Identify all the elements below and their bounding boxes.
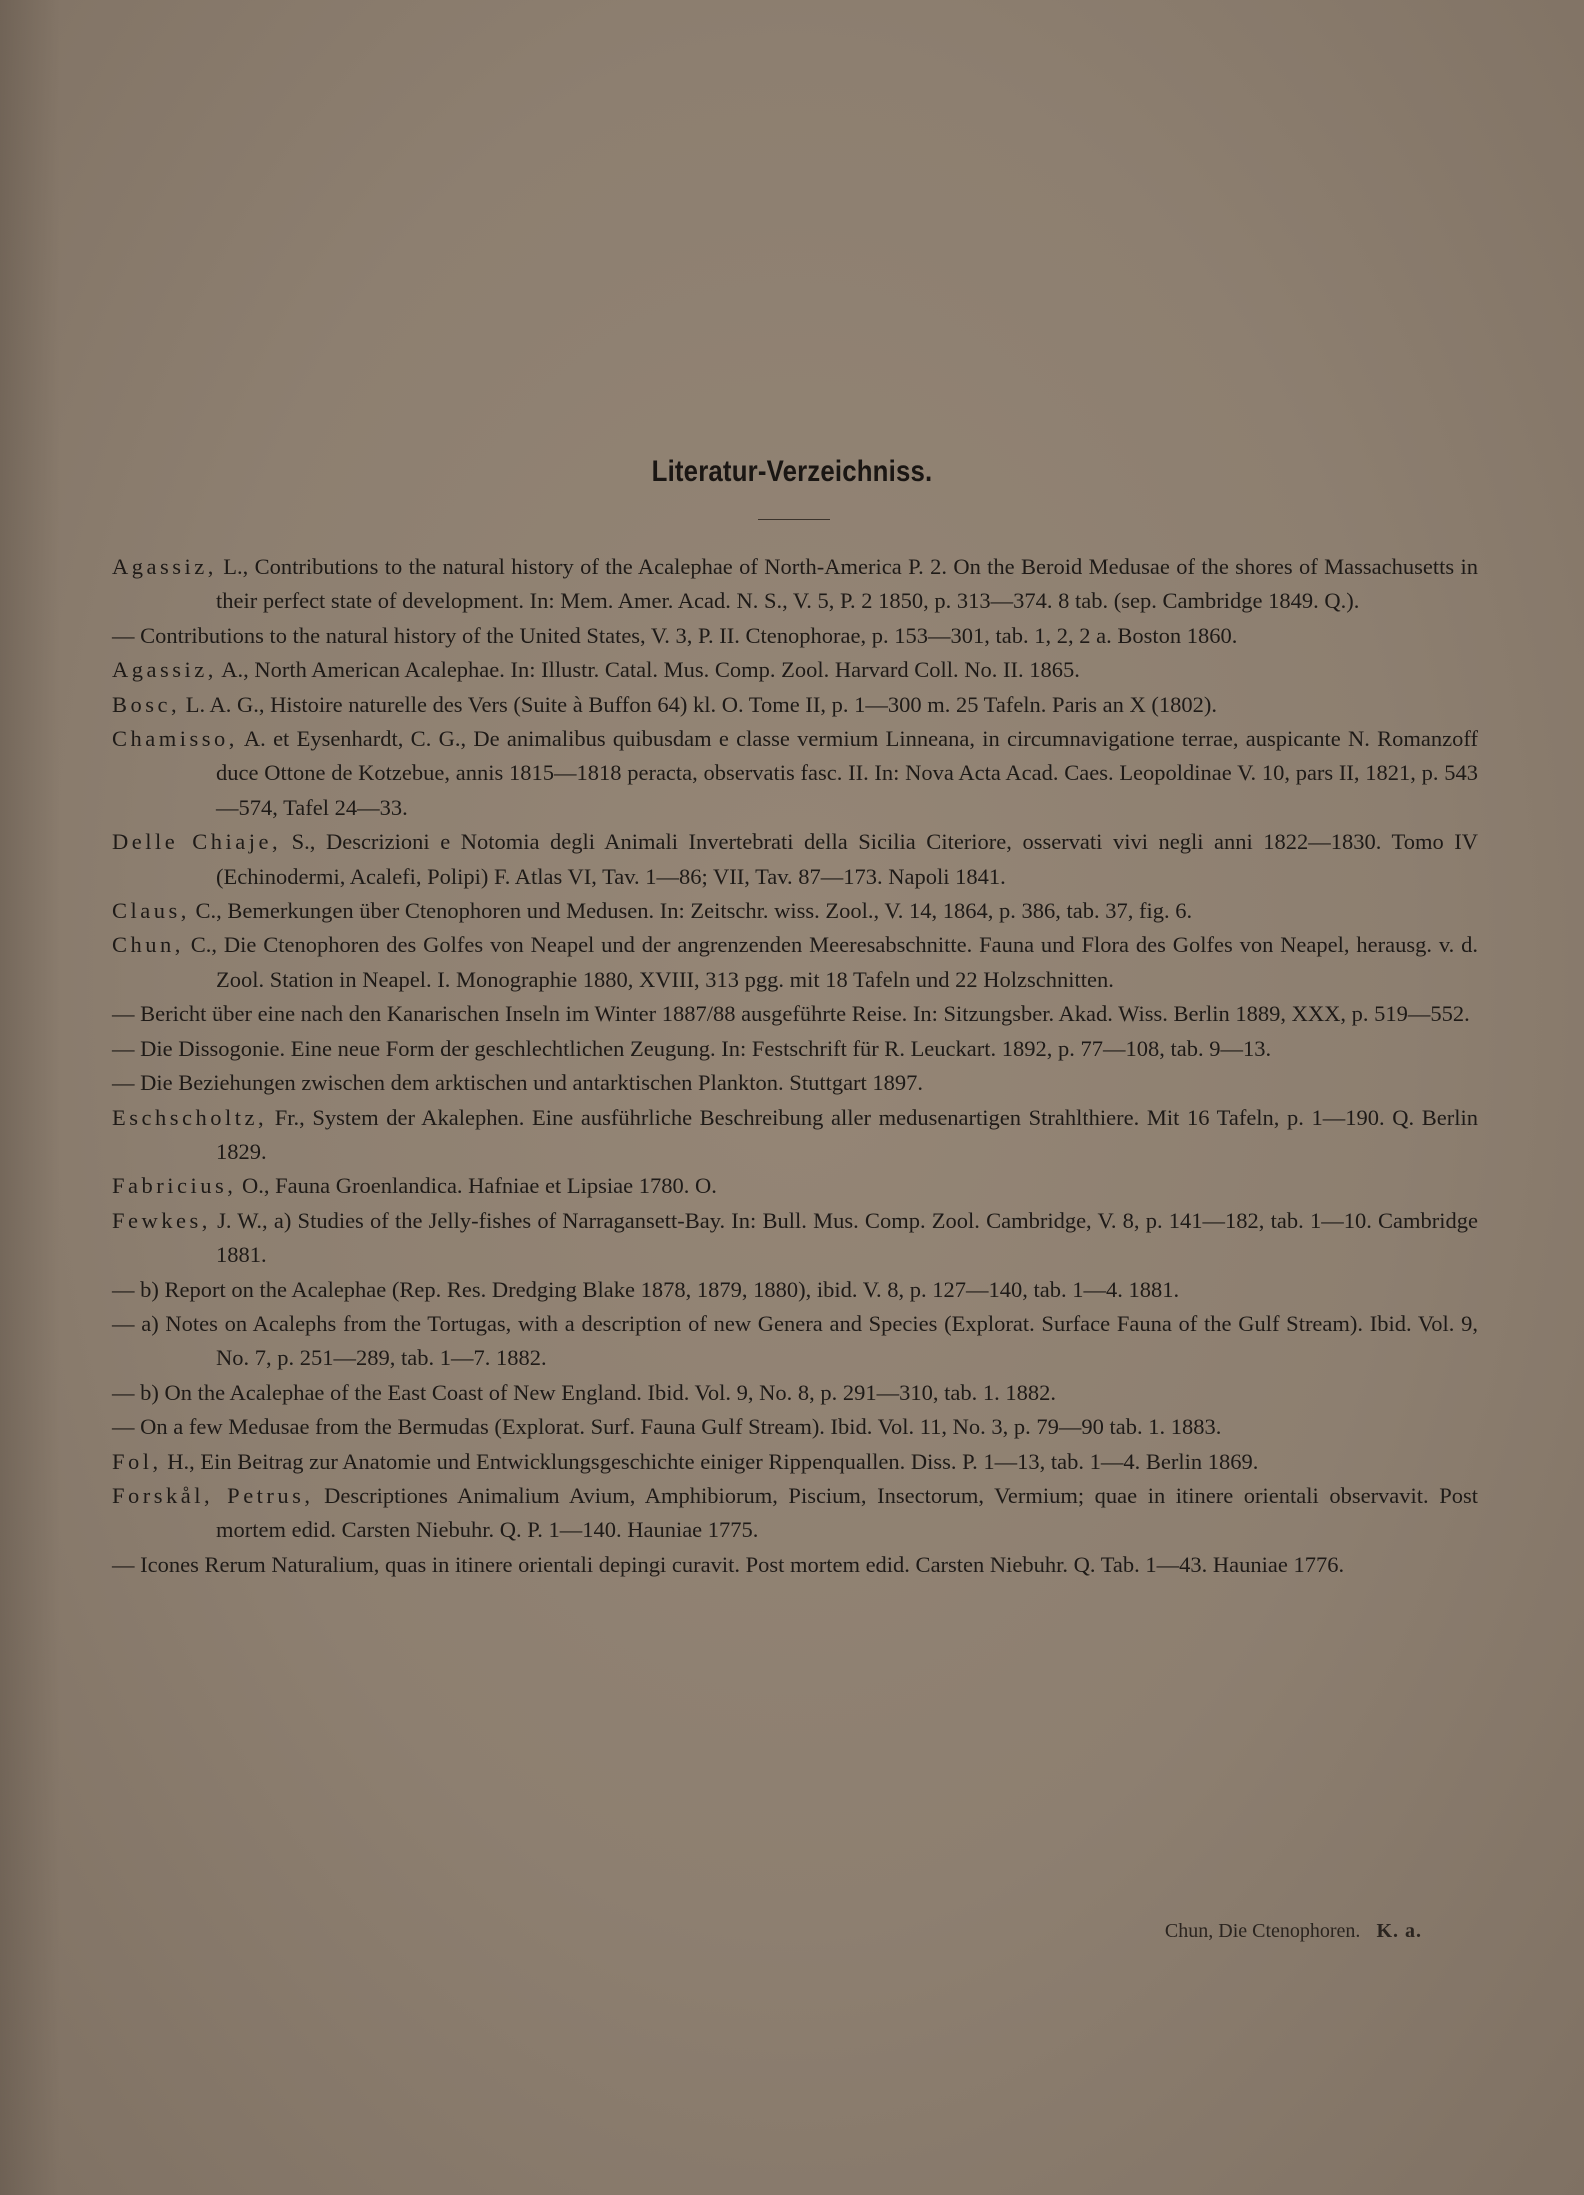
- bibliography-entry: [112, 1066, 1478, 1100]
- page-title: Literatur-Verzeichniss.: [651, 455, 933, 488]
- bibliography-entry: [112, 1479, 1478, 1548]
- entry-author: Agassiz,: [112, 657, 217, 683]
- bibliography-entry: [112, 1032, 1478, 1066]
- entry-text: J. W., a) Studies of the Jelly-fishes of Narragansett-Bay. In: Bull. Mus. Comp. Zool. Cambridge, V. 8, p. 141—182, tab. 1—10. Cambridge 1881.: [210, 1207, 1478, 1268]
- title-divider: [758, 519, 830, 520]
- entry-text: C., Die Ctenophoren des Golfes von Neapel und der angrenzenden Meeresabschnitte. Fauna und Flora des Golfes von Neapel, herausg. v. d. Zool. Station in Neapel. I. Monographie 1880, XVIII, 313 pgg. mit 18 Tafeln und 22 Holzschnitten.: [183, 932, 1478, 992]
- entry-author: Agassiz,: [112, 554, 217, 579]
- entry-ditto-dash: —: [112, 622, 135, 648]
- entry-text: C., Bemerkungen über Ctenophoren und Medusen. In: Zeitschr. wiss. Zool., V. 14, 1864, p. 386, tab. 37, fig. 6.: [189, 898, 1193, 924]
- bibliography-entry: [112, 619, 1478, 653]
- entry-author: Fol,: [112, 1448, 162, 1474]
- entry-author: Chamisso,: [112, 726, 238, 752]
- entry-text: O., Fauna Groenlandica. Hafniae et Lipsiae 1780. O.: [236, 1173, 717, 1199]
- entry-author: Claus,: [112, 898, 190, 924]
- bibliography-entry: [112, 1204, 1478, 1273]
- bibliography-entry: [112, 1273, 1478, 1307]
- bibliography-entry: [112, 1169, 1478, 1203]
- entry-text: Fr., System der Akalephen. Eine ausführliche Beschreibung aller medusenartigen Strahlthiere. Mit 16 Tafeln, p. 1—190. Q. Berlin 1829.: [216, 1104, 1478, 1164]
- entry-text: b) On the Acalephae of the East Coast of New England. Ibid. Vol. 9, No. 8, p. 291—310, tab. 1. 1882.: [134, 1379, 1057, 1405]
- entry-text: On a few Medusae from the Bermudas (Explorat. Surf. Fauna Gulf Stream). Ibid. Vol. 11, No. 3, p. 79—90 tab. 1. 1883.: [134, 1414, 1222, 1440]
- entry-text: S., Descrizioni e Notomia degli Animali Invertebrati della Sicilia Citeriore, osservati vivi negli anni 1822—1830. Tomo IV (Echinodermi, Acalefi, Polipi) F. Atlas VI, Tav. 1—86; VII, Tav. 87—173. Napoli 1841.: [216, 829, 1478, 889]
- bibliography-entry: [112, 1445, 1478, 1479]
- entry-author: Chun,: [112, 932, 184, 958]
- bibliography-entry: [112, 928, 1478, 997]
- bibliography-entry: [112, 1307, 1478, 1376]
- bibliography-entry: [112, 688, 1478, 722]
- entry-ditto-dash: —: [112, 1414, 135, 1440]
- entry-ditto-dash: —: [112, 1310, 135, 1336]
- bibliography-list: [112, 550, 1478, 1582]
- entry-ditto-dash: —: [112, 1379, 135, 1405]
- entry-text: Descriptiones Animalium Avium, Amphibiorum, Piscium, Insectorum, Vermium; quae in itinere orientali observavit. Post mortem edid. Carsten Niebuhr. Q. P. 1—140. Hauniae 1775.: [216, 1482, 1479, 1543]
- bibliography-entry: [112, 653, 1478, 687]
- entry-author: Delle Chiaje,: [112, 829, 282, 855]
- entry-text: A., North American Acalephae. In: Illustr. Catal. Mus. Comp. Zool. Harvard Coll. No. II. 1865.: [216, 657, 1080, 683]
- entry-author: Bosc,: [112, 691, 181, 717]
- bibliography-entry: [112, 894, 1478, 928]
- entry-text: A. et Eysenhardt, C. G., De animalibus quibusdam e classe vermium Linneana, in circumnavigatione terrae, auspicante N. Romanzoff duce Ottone de Kotzebue, annis 1815—1818 peracta, observatis fasc. II. In: Nova Acta Acad. Caes. Leopoldinae V. 10, pars II, 1821, p. 543—574, Tafel 24—33.: [216, 726, 1478, 820]
- entry-text: H., Ein Beitrag zur Anatomie und Entwicklungsgeschichte einiger Rippenquallen. Diss. P. 1—13, tab. 1—4. Berlin 1869.: [161, 1448, 1259, 1474]
- entry-text: Contributions to the natural history of the United States, V. 3, P. II. Ctenophorae, p. 153—301, tab. 1, 2, 2 a. Boston 1860.: [134, 622, 1238, 648]
- page-edge-shadow: [0, 0, 60, 2195]
- footer-signature-mark: K. a.: [1376, 1920, 1422, 1942]
- footer-running-title: Chun, Die Ctenophoren.: [1164, 1920, 1361, 1942]
- entry-ditto-dash: —: [112, 1551, 135, 1577]
- entry-ditto-dash: —: [112, 1070, 135, 1096]
- bibliography-entry: [112, 722, 1478, 825]
- bibliography-entry: [112, 825, 1478, 894]
- page-footer: [1165, 1920, 1422, 1943]
- bibliography-entry: [112, 1101, 1478, 1170]
- entry-ditto-dash: —: [112, 1001, 135, 1027]
- entry-text: L., Contributions to the natural history of the Acalephae of North-America P. 2. On the Beroid Medusae of the shores of Massachusetts in their perfect state of development. In: Mem. Amer. Acad. N. S., V. 5, P. 2 1850, p. 313—374. 8 tab. (sep. Cambridge 1849. Q.).: [216, 554, 1478, 614]
- entry-text: Icones Rerum Naturalium, quas in itinere orientali depingi curavit. Post mortem edid. Carsten Niebuhr. Q. Tab. 1—43. Hauniae 1776.: [134, 1551, 1345, 1577]
- bibliography-entry: [112, 550, 1478, 619]
- entry-text: b) Report on the Acalephae (Rep. Res. Dredging Blake 1878, 1879, 1880), ibid. V. 8, p. 127—140, tab. 1—4. 1881.: [134, 1276, 1180, 1302]
- entry-author: Fewkes,: [112, 1207, 211, 1233]
- entry-text: L. A. G., Histoire naturelle des Vers (Suite à Buffon 64) kl. O. Tome II, p. 1—300 m. 25 Tafeln. Paris an X (1802).: [180, 691, 1218, 717]
- entry-ditto-dash: —: [112, 1035, 135, 1061]
- entry-text: a) Notes on Acalephs from the Tortugas, with a description of new Genera and Species (Explorat. Surface Fauna of the Gulf Stream). Ibid. Vol. 9, No. 7, p. 251—289, tab. 1—7. 1882.: [134, 1310, 1478, 1371]
- bibliography-entry: [112, 1410, 1478, 1444]
- entry-ditto-dash: —: [112, 1276, 135, 1302]
- entry-text: Bericht über eine nach den Kanarischen Inseln im Winter 1887/88 ausgeführte Reise. In: Sitzungsber. Akad. Wiss. Berlin 1889, XXX, p. 519—552.: [134, 1001, 1470, 1027]
- entry-text: Die Beziehungen zwischen dem arktischen und antarktischen Plankton. Stuttgart 1897.: [134, 1070, 924, 1096]
- bibliography-entry: [112, 1376, 1478, 1410]
- entry-text: Die Dissogonie. Eine neue Form der geschlechtlichen Zeugung. In: Festschrift für R. Leuckart. 1892, p. 77—108, tab. 9—13.: [134, 1035, 1272, 1061]
- entry-author: Forskål, Petrus,: [112, 1482, 314, 1508]
- entry-author: Fabricius,: [112, 1173, 237, 1199]
- bibliography-entry: [112, 997, 1478, 1031]
- bibliography-entry: [112, 1548, 1478, 1582]
- entry-author: Eschscholtz,: [112, 1104, 268, 1130]
